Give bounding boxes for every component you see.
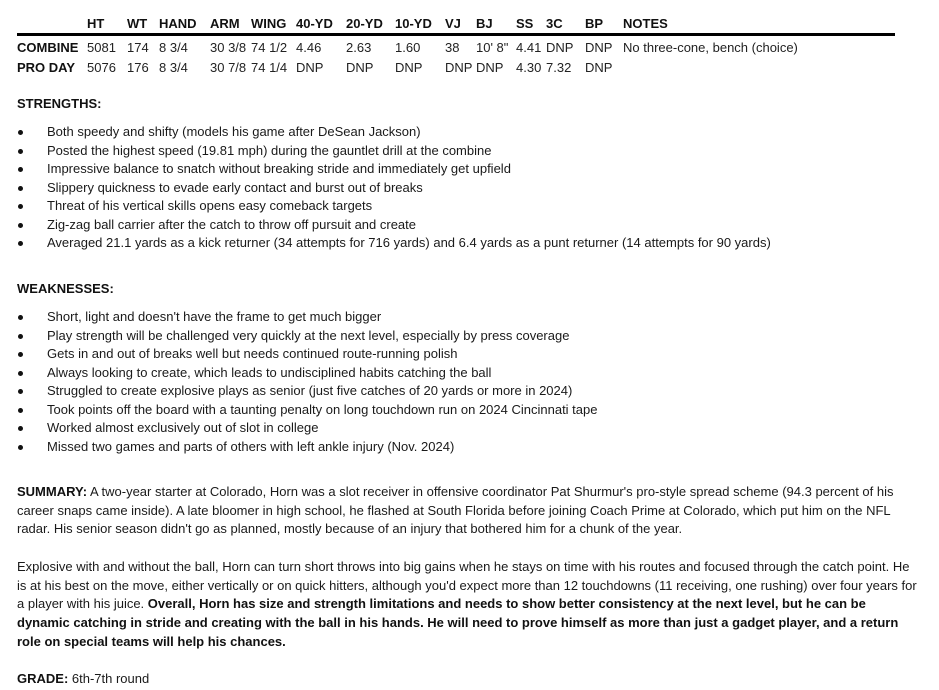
bullet-icon xyxy=(18,389,23,394)
list-item-text: Slippery quickness to evade early contact and burst out of breaks xyxy=(47,179,423,195)
header-notes: NOTES xyxy=(623,16,668,31)
cell-arm: 30 3/8 xyxy=(210,39,247,55)
list-item-text: Missed two games and parts of others with left ankle injury (Nov. 2024) xyxy=(47,438,455,454)
grade-line xyxy=(17,670,917,689)
list-item xyxy=(17,234,917,253)
list-item xyxy=(17,438,917,457)
cell-3c: DNP xyxy=(546,39,574,55)
cell-hand: 8 3/4 xyxy=(159,39,188,55)
header-10yd: 10-YD xyxy=(395,16,432,31)
cell-wt: 174 xyxy=(127,39,149,55)
list-item xyxy=(17,401,917,420)
bullet-icon xyxy=(18,241,23,246)
list-item-text: Short, light and doesn't have the frame to get much bigger xyxy=(47,309,382,324)
list-item xyxy=(17,364,917,383)
list-item xyxy=(17,123,917,142)
header-wing: WING xyxy=(251,16,287,31)
table-header-row xyxy=(17,14,895,35)
cell-wing: 74 1/2 xyxy=(251,39,288,55)
list-item xyxy=(17,179,917,198)
strengths-list xyxy=(17,123,917,253)
cell-40yd: DNP xyxy=(296,59,324,75)
summary-text: A two-year starter at Colorado, Horn was a slot receiver in offensive coordinator Pat Shurmur's pro-style spread scheme (94.3 percent of his career snaps came inside). A late bloomer in high school, he flashed at South Florida before joining Coach Prime at Colorado, which put him on the NFL radar. His senior season didn't go as planned, mostly because of an injury that bothered him for a chunk of the year. xyxy=(17,484,894,537)
list-item xyxy=(17,382,917,401)
weaknesses-heading: WEAKNESSES: xyxy=(17,281,114,296)
bullet-icon xyxy=(18,204,23,209)
header-3c: 3C xyxy=(546,16,563,31)
list-item-text: Threat of his vertical skills opens easy comeback targets xyxy=(47,198,373,213)
header-20yd: 20-YD xyxy=(346,16,383,31)
cell-vj: 38 xyxy=(445,39,460,55)
cell-bj: 10' 8" xyxy=(476,39,509,55)
strengths-heading: STRENGTHS: xyxy=(17,96,102,111)
bullet-icon xyxy=(18,167,23,172)
cell-hand: 8 3/4 xyxy=(159,59,188,75)
summary-paragraph-2 xyxy=(17,558,917,652)
header-bj: BJ xyxy=(476,16,493,31)
summary-para2-bold: Overall, Horn has size and strength limitations and needs to show better consistency at the next level, but he can be dynamic catching in stride and creating with the ball in his hands. He will need to prove himself as more than just a gadget player, and a return role on special teams will help his chances. xyxy=(17,596,899,649)
bullet-icon xyxy=(18,426,23,431)
bullet-icon xyxy=(18,130,23,135)
bullet-icon xyxy=(18,334,23,339)
bullet-icon xyxy=(18,149,23,154)
list-item-text: Took points off the board with a taunting penalty on long touchdown run on 2024 Cincinnati tape xyxy=(47,401,598,417)
header-40yd: 40-YD xyxy=(296,16,333,31)
grade-value: 6th-7th round xyxy=(68,671,150,686)
cell-wing: 74 1/4 xyxy=(251,59,288,75)
cell-arm: 30 7/8 xyxy=(210,59,247,75)
summary-paragraph xyxy=(17,483,917,539)
header-ht: HT xyxy=(87,16,105,31)
cell-bp: DNP xyxy=(585,59,613,75)
list-item xyxy=(17,160,917,179)
cell-vj: DNP xyxy=(445,59,473,75)
header-ss: SS xyxy=(516,16,534,31)
list-item xyxy=(17,197,917,216)
list-item-text: Averaged 21.1 yards as a kick returner (34 attempts for 716 yards) and 6.4 yards as a punt returner (14 attempts for 90 yards) xyxy=(47,235,771,250)
list-item xyxy=(17,345,917,364)
bullet-icon xyxy=(18,352,23,357)
cell-40yd: 4.46 xyxy=(296,39,322,55)
list-item xyxy=(17,308,917,327)
bullet-icon xyxy=(18,371,23,376)
weaknesses-list xyxy=(17,308,917,456)
grade-label: GRADE: xyxy=(17,671,69,686)
cell-bp: DNP xyxy=(585,39,613,55)
cell-3c: 7.32 xyxy=(546,59,572,75)
cell-10yd: DNP xyxy=(395,59,423,75)
cell-ht: 5081 xyxy=(87,39,116,55)
list-item-text: Gets in and out of breaks well but needs continued route-running polish xyxy=(47,346,458,361)
header-arm: ARM xyxy=(210,16,240,31)
bullet-icon xyxy=(18,223,23,228)
cell-10yd: 1.60 xyxy=(395,39,421,55)
row-label: COMBINE xyxy=(17,39,79,55)
header-bp: BP xyxy=(585,16,604,31)
cell-20yd: 2.63 xyxy=(346,39,372,55)
table-row-pro-day xyxy=(17,57,895,77)
cell-bj: DNP xyxy=(476,59,504,75)
list-item-text: Zig-zag ball carrier after the catch to throw off pursuit and create xyxy=(47,216,416,232)
cell-ss: 4.30 xyxy=(516,59,542,75)
list-item-text: Always looking to create, which leads to undisciplined habits catching the ball xyxy=(47,364,492,380)
cell-notes xyxy=(623,57,895,77)
list-item-text: Posted the highest speed (19.81 mph) during the gauntlet drill at the combine xyxy=(47,142,492,158)
list-item xyxy=(17,216,917,235)
list-item-text: Both speedy and shifty (models his game after DeSean Jackson) xyxy=(47,124,421,139)
header-blank xyxy=(17,14,87,35)
list-item-text: Play strength will be challenged very quickly at the next level, especially by press coverage xyxy=(47,327,570,343)
summary-para2-text: Explosive with and without the ball, Horn can turn short throws into big gains when he stays on time with his routes and focused through the catch point. He is at his best on the move, either vertically or on quick hitters, although you'd expect more than 12 touchdowns (11 receiving, one rushing) over four years for a player with his juice. xyxy=(17,559,917,612)
cell-notes: No three-cone, bench (choice) xyxy=(623,39,798,55)
list-item xyxy=(17,327,917,346)
list-item-text: Impressive balance to snatch without breaking stride and immediately get upfield xyxy=(47,161,511,176)
list-item xyxy=(17,419,917,438)
bullet-icon xyxy=(18,315,23,320)
list-item xyxy=(17,142,917,161)
row-label: PRO DAY xyxy=(17,59,76,75)
cell-20yd: DNP xyxy=(346,59,374,75)
bullet-icon xyxy=(18,445,23,450)
header-wt: WT xyxy=(127,16,148,31)
header-hand: HAND xyxy=(159,16,197,31)
list-item-text: Worked almost exclusively out of slot in college xyxy=(47,420,319,435)
list-item-text: Struggled to create explosive plays as senior (just five catches of 20 yards or more in 2024) xyxy=(47,383,573,398)
measurables-table xyxy=(17,14,895,77)
summary-label: SUMMARY: xyxy=(17,484,88,499)
bullet-icon xyxy=(18,408,23,413)
cell-wt: 176 xyxy=(127,59,149,75)
cell-ht: 5076 xyxy=(87,59,116,75)
header-vj: VJ xyxy=(445,16,461,31)
cell-ss: 4.41 xyxy=(516,39,542,55)
bullet-icon xyxy=(18,186,23,191)
table-row-combine xyxy=(17,35,895,58)
